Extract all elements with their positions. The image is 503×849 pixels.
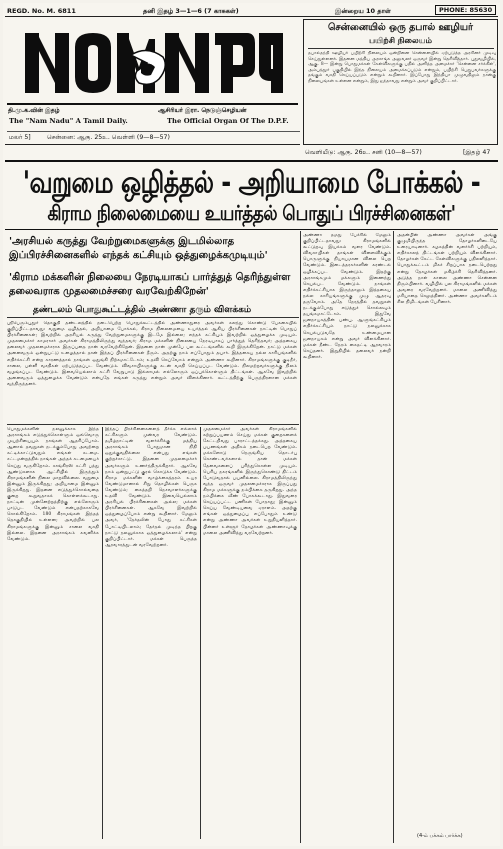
- article-column-1: பொதுமக்களின் நலனுக்காக இந்த அரசாங்கம் எடுத்துக்கொள்ளும் ஒவ்வொரு முயற்சியையும் நாங்கள் ஆதரிப்போம். ஆனால் தவறுகள் நடக்கும்போது அவற்றை சுட்டிக்காட்டுவதும் எங்கள் கடமை. சட்டமன்றத்தில் நாங்கள் அந்தக் கடமையைச் செய்து வருகிறோம். காங்கிரஸ் கட்சி பத்து ஆண்டுகளாக ஆட்சியில் இருந்தும் கிராமங்களின் நிலை மாறவில்லை. வறுமை இன்னும் இருக்கிறது; அறியாமை இன்னும் இருக்கிறது. இதனை எடுத்துச்சொல்வதை குறை கூறுவதாகக் கொள்ளக்கூடாது. நாட்டின் முன்னேற்றத்திற்கு எல்லோரும் பாடுபட வேண்டும் என்பதற்காகவே சொல்கிறோம். 180 கிராமங்கள் இந்தத் தொகுதியில் உள்ளன; அவற்றில் பல கிராமங்களுக்கு இன்னும் சாலை வசதி இல்லை. இதனை அரசாங்கம் கவனிக்க வேண்டும்.: [7, 427, 99, 542]
- subheadline-1: 'அரசியல் கருத்து வேற்றுமைகளுக்கு இடமில்லாத இப்பிரச்சினைகளில் எந்தக் கட்சியும் ஒத்துழைக்கமுடியும்': [9, 236, 268, 261]
- continued-note: (4-ம் பக்கம் பார்க்க): [417, 833, 463, 839]
- sidebox-headline: சென்னையில் ஒரு தபால் ஊழியர்: [328, 22, 473, 33]
- article-column-7: அதன்பின் அண்ணா அவர்கள் அங்கு குழுமியிருந்த தோழர்களிடையே உரையாடினார். கழகத்தின் வளர்ச்சி பற்றியும், எதிர்காலத் திட்டங்கள் பற்றியும் விளக்கினார். தோழர்கள் கேட்ட கேள்விகளுக்கு பதிலளித்தார். பொதுக்கூட்டம் மிகச் சிறப்பாக நடைபெற்றது என்று தோழர்கள் மகிழ்ச்சி தெரிவித்தனர். அடுத்த நாள் காலை அண்ணா சென்னை திரும்பினார். வழியில் பல கிராமங்களில் மக்கள் அவரை வரவேற்றனர். மாலை அணிவித்து மரியாதை செலுத்தினர். அண்ணா அவர்களிடம் சில நிமிடங்கள் பேசினார்.: [397, 233, 497, 306]
- price-note: தனி இதழ் 3—1—6 (7 காசுகள்): [143, 7, 239, 15]
- english-title: The "Nam Nadu" A Tamil Daily.: [9, 117, 128, 125]
- column-divider: [200, 427, 201, 839]
- column-divider: [102, 427, 103, 839]
- sidebar-news-box: [303, 19, 498, 145]
- headline-bottom-rule: [5, 229, 498, 230]
- main-headline: 'வறுமை ஒழித்தல் - அறியாமை போக்கல் -: [22, 165, 481, 200]
- sidebox-subheadline: பயிற்சி நிலையம்: [369, 36, 432, 45]
- article-lead: ஸ்ரீபெரும்புதூர் தொகுதி தண்டலத்தில் நடைபெற்ற பொதுக்கூட்டத்தில் அண்ணாதுரை அவர்கள் கலந்து கொண்டு பேசுகையில் குறிப்பிட்டதாவது: வறுமை ஒழித்தல், அறியாமை போக்கல், கிராம நிலைமையை உயர்த்தல் ஆகிய பிரச்சினைகள் நாட்டின் பொதுப் பிரச்சினைகள்; இவற்றில் அரசியல் கருத்து வேற்றுமைகளுக்கு இடமே இல்லை; எந்தக் கட்சியும் இவற்றில் ஒத்துழைக்க முடியும். முதலமைச்சர் காமராசர் அவர்கள் கிராமத்திலிருந்து வந்தவர்; கிராம மக்களின் நிலையை நேரடியாகப் பார்த்துத் தெரிந்தவர்; அத்தகைய தலைவர் முதலமைச்சராக இருப்பதை நான் வரவேற்கிறேன். இதனை நான் முன்பே பல கூட்டங்களில் கூறி இருக்கிறேன். நாட்டு மக்கள் அனைவரும் ஒன்றுபட்டு உழைத்தால் தான் இந்தப் பிரச்சினைகள் தீரும். அதற்கு நாம் எப்போதும் தயார். இத்தகைய நல்ல காரியங்களில் எதிர்க்கட்சி என்ற காரணத்தால் நாங்கள் ஒதுங்கி நிற்கமாட்டோம்; உதவி செய்வோம் என்றும் அண்ணா கூறினார். கிராமங்களுக்கு குடிநீர், சாலை, பள்ளி வசதிகள் ஏற்படுத்தப்பட வேண்டும். விவசாயிகளுக்கு கடன் வசதி செய்யப்பட வேண்டும். நிலமற்றவர்களுக்கு நிலம் வழங்கப்பட வேண்டும். இவையெல்லாம் கட்சி வேறுபாடு இல்லாமல் எல்லோரும் ஒப்புக்கொள்ளும் திட்டங்கள். ஆகவே இவற்றில் அனைவரும் ஒத்துழைக்க வேண்டும் என்பதே எங்கள் கருத்து என்றும் அவர் விளக்கினார். கூட்டத்திற்கு பெருந்திரளான மக்கள் வந்திருந்தனர்.: [7, 321, 297, 387]
- masthead-subline: [8, 107, 247, 115]
- editor-label: ஆசிரியர் இரா. நெடுஞ்செழியன்: [158, 107, 247, 114]
- main-headline-line2: கிராம நிலைமையை உயர்த்தல் பொதுப் பிரச்சினைகள்': [47, 202, 456, 226]
- section-rule: [7, 424, 299, 425]
- article-column-6: அண்ணா தமது பேச்சில் மேலும் குறிப்பிட்டதாவது: கிராமங்களில் கூட்டுறவு இயக்கம் வளர வேண்டும். விவசாயிகள் தாங்கள் விளைவிக்கும் பொருளுக்கு நியாயமான விலை பெற வேண்டும். இடைத்தரகர்களின் சுரண்டல் ஒழிக்கப்பட வேண்டும். இதற்கு அரசாங்கமும் மக்களும் இணைந்து செயல்பட வேண்டும். நாங்கள் எதிர்க்கட்சியாக இருந்தாலும் இத்தகைய நல்ல காரியங்களுக்கு முழு ஆதரவு தருவோம். அதே நேரத்தில் தவறுகள் நடக்கும்போது எடுத்துச் சொல்லவும் தயங்கமாட்டோம். இதுவே ஜனநாயகத்தின் பண்பு. ஆளுங்கட்சியும் எதிர்க்கட்சியும் நாட்டு நலனுக்காக செயல்படுவதே உண்மையான ஜனநாயகம் என்று அவர் விளக்கினார். மக்கள் நீண்ட நேரம் கைதட்டி ஆரவாரம் செய்தனர். இறுதியில் தலைவர் நன்றி கூறினார்.: [303, 233, 391, 360]
- subheadline-2: 'கிராம மக்களின் நிலையை நேரடியாகப் பார்த்துத் தெரிந்துள்ள தலைவராக முதலமைச்சரை வரவேற்கிறேன்': [9, 272, 291, 297]
- article-column-2: இந்தப் பிரச்சினைகளைத் தீர்க்க எல்லாக் கட்சிகளும் முன்வர வேண்டும். தமிழ்நாட்டின் வளர்ச்சிக்கு மத்திய அரசாங்கம் போதுமான நிதி ஒதுக்குவதில்லை என்பது எங்கள் குற்றச்சாட்டு. இதனை முதலமைச்சர் அவர்களும் உணர்ந்திருக்கிறார். ஆகவே நாம் ஒன்றுபட்டு குரல் கொடுக்க வேண்டும். கிராம மக்களின் வாழ்க்கைத்தரம் உயர வேண்டுமானால் சிறு தொழில்கள் பெருக வேண்டும்; கைத்தறி நெசவாளர்களுக்கு உதவி வேண்டும். இவையெல்லாம் அரசியல் பிரச்சினைகள் அல்ல; மக்கள் பிரச்சினைகள். ஆகவே இவற்றில் ஒத்துழைப்போம் என்று கூறினார். மேலும் அவர், 'தேர்தலின் போது கட்சிகள் போட்டியிடலாம்; தேர்தல் முடிந்த பிறகு நாட்டு நலனுக்காக ஒத்துழைக்கலாம்' என்று குறிப்பிட்டார். மக்கள் பெருத்த ஆரவாரத்துடன் வரவேற்றனர்.: [105, 427, 197, 548]
- subhead-rule: [7, 317, 299, 318]
- issue-number: [இதழ் 47: [463, 149, 491, 156]
- sidebox-body: தபால்தந்தி ஊழியர் பயிற்சி நிலையம் ஒன்றினை சென்னையில் ஏற்படுத்த அரசினர் முடிவு செய்துள்ளனர். இதனை மத்திய அரசாங்க அலுவலர் ஒருவர் இன்று தெரிவித்தார். புதுவழியில், ஆகு. 8— இன்று பொதுமக்கள் கேள்விகளுக்கு பதில் அளித்த அமைச்சர் 'சென்னை சர்க்கிள்', அம்பத்தூர் பகுதியில் இந்த நிலையம் அமைக்கப்படும் என்றும், பயிற்சி பெறுபவர்களுக்கு தங்கும் வசதி செய்யப்படும் என்றும் கூறினார். இப்போது இந்தியா முழுவதிலும் நான்கு நிலையங்கள் உள்ளன என்றும், இது ஐந்தாவது என்றும் அவர் குறிப்பிட்டார்.: [308, 51, 496, 84]
- masthead-logo: [19, 27, 289, 99]
- issue-date: சென்னை: ஆகு. 25உ. வெள்ளி (9—8—57): [47, 134, 170, 141]
- dateline: [7, 131, 300, 143]
- release-date: வெளியீடு: ஆகு. 26உ. சனி (10—8—57): [305, 149, 422, 156]
- masthead: [5, 19, 300, 145]
- masthead-rule: [7, 103, 298, 105]
- registration-number: REGD. No. M. 6811: [7, 7, 76, 15]
- pages-note: இன்றைய 10 தாள்: [335, 7, 391, 15]
- subheadline-3: தண்டலம் பொதுகூட்டத்தில் அண்ணா தரும் விளக்கம்: [33, 305, 252, 315]
- english-organ: The Official Organ Of The D.P.F.: [167, 117, 289, 125]
- column-divider: [393, 231, 394, 843]
- volume-number: மலர் 5]: [9, 134, 31, 141]
- right-dateline: [303, 147, 498, 159]
- top-strip: [5, 5, 498, 17]
- newspaper-page: [3, 3, 500, 846]
- column-divider: [300, 231, 301, 843]
- article-column-3: முதலமைச்சர் அவர்கள் கிராமங்களில் சுற்றுப்பயணம் செய்து மக்கள் குறைகளைக் கேட்டறிவது பாராட்டத்தக்கது. அத்தகைய பயணங்கள் அதிகம் நடைபெற வேண்டும். மக்களோடு நெருங்கிய தொடர்பு கொண்டவர்களால் தான் மக்கள் தேவைகளைப் புரிந்துகொள்ள முடியும். பெரிய நகரங்களில் இருந்துகொண்டு திட்டம் போடுவதால் பயனில்லை. கிராமத்திலிருந்து வந்த ஒருவர் முதலமைச்சராக இருப்பது கிராம மக்களுக்கு நம்பிக்கை தருகிறது. அந்த நம்பிக்கை வீண் போகக்கூடாது. இதுவரை செய்யப்பட்ட பணிகள் போதாது; இன்னும் செய்ய வேண்டியவை ஏராளம். அதற்கு எங்கள் ஒத்துழைப்பு எப்போதும் உண்டு என்று அண்ணா அவர்கள் உறுதியளித்தார். பின்னர் உள்ளூர் தோழர்கள் அண்ணாவுக்கு மாலை அணிவித்து வரவேற்றனர்.: [203, 427, 297, 536]
- party-organ-label: தி.மு.க.வின் இதழ்: [8, 107, 60, 114]
- phone-number: PHONE: 85630: [435, 5, 496, 15]
- sidebox-rule: [308, 48, 494, 49]
- headline-top-rule: [5, 160, 498, 162]
